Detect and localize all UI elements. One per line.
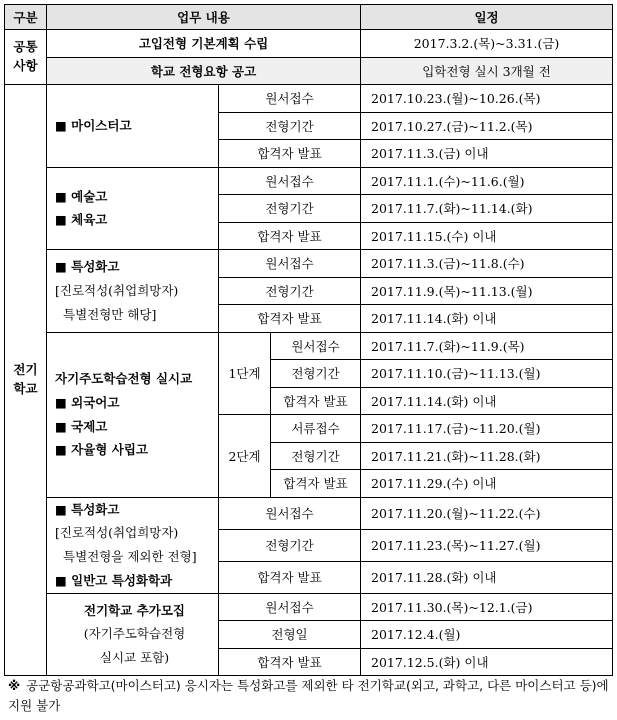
- task-vocational-special: [47, 250, 219, 333]
- header-content: 업무 내용: [47, 5, 361, 30]
- step-date: 2017.12.5.(화) 이내: [361, 648, 613, 676]
- step-name: 전형기간: [219, 529, 361, 561]
- header-category: 구분: [5, 5, 47, 30]
- schedule-table: [4, 4, 613, 676]
- step-name: 원서접수: [219, 593, 361, 621]
- step-date: 2017.11.14.(화) 이내: [361, 305, 613, 333]
- step-name: 합격자 발표: [219, 648, 361, 676]
- task-line: 특별전형을 제외한 전형]: [63, 549, 197, 564]
- step-name: 원서접수: [219, 167, 361, 195]
- common-content: 고입전형 기본계획 수립: [47, 30, 361, 58]
- task-line: ■ 예술고: [55, 188, 108, 204]
- task-line: ■ 일반고 특성화학과: [55, 572, 173, 588]
- step-name: 서류접수: [271, 415, 361, 443]
- step-name: 전형일: [219, 621, 361, 649]
- step-name: 합격자 발표: [219, 561, 361, 593]
- footnote-mark: ※: [8, 678, 21, 693]
- task-line: ■ 국제고: [55, 418, 108, 434]
- category-early-line2: 학교: [13, 381, 38, 396]
- task-line: (자기주도학습전형: [83, 626, 186, 642]
- step-name: 원서접수: [271, 332, 361, 360]
- task-vocational-general: [47, 497, 219, 593]
- category-common: [5, 30, 47, 85]
- step-name: 전형기간: [219, 277, 361, 305]
- step-name: 원서접수: [219, 85, 361, 113]
- step-name: 합격자 발표: [219, 222, 361, 250]
- table-row: [5, 497, 613, 529]
- step-date: 2017.11.1.(수)~11.6.(월): [361, 167, 613, 195]
- step-date: 2017.11.23.(목)~11.27.(월): [361, 529, 613, 561]
- common-content: 학교 전형요항 공고: [47, 57, 361, 85]
- step-name: 전형기간: [219, 112, 361, 140]
- task-line: ■ 특성화고: [55, 501, 120, 517]
- footnote-text: 공군항공과학고(마이스터고) 응시자는 특성화고를 제외한 타 전기학교(외고, 과학고, 다른 마이스터고 등)에 지원 불가: [8, 678, 609, 713]
- category-common-line2: 사항: [13, 58, 38, 73]
- step-name: 합격자 발표: [271, 387, 361, 415]
- step-date: 2017.11.3.(금) 이내: [361, 140, 613, 168]
- category-early-line1: 전기: [13, 362, 38, 378]
- task-line: 전기학교 추가모집: [84, 602, 185, 618]
- common-schedule: 2017.3.2.(목)~3.31.(금): [361, 30, 613, 58]
- task-line: ■ 체육고: [55, 212, 108, 228]
- task-line: [진로적성(취업희망자): [55, 282, 179, 298]
- table-row: [5, 30, 613, 58]
- task-line: ■ 특성화고: [55, 259, 120, 275]
- step-date: 2017.11.17.(금)~11.20.(월): [361, 415, 613, 443]
- common-schedule: 입학전형 실시 3개월 전: [361, 57, 613, 85]
- step-date: 2017.11.21.(화)~11.28.(화): [361, 442, 613, 470]
- step-date: 2017.10.27.(금)~11.2.(목): [361, 112, 613, 140]
- step-name: 전형기간: [219, 195, 361, 223]
- footnote: [8, 676, 612, 716]
- step-date: 2017.11.10.(금)~11.13.(월): [361, 360, 613, 388]
- task-line: 자기주도학습전형 실시교: [55, 371, 193, 386]
- table-row: [5, 332, 613, 360]
- task-line: ■ 외국어고: [55, 394, 120, 410]
- step-date: 2017.11.9.(목)~11.13.(월): [361, 277, 613, 305]
- step-name: 합격자 발표: [219, 140, 361, 168]
- stage-label: 2단계: [219, 415, 271, 498]
- step-date: 2017.11.20.(월)~11.22.(수): [361, 497, 613, 529]
- step-date: 2017.11.3.(금)~11.8.(수): [361, 250, 613, 278]
- header-row: [5, 5, 613, 30]
- table-row: [5, 57, 613, 85]
- table-row: [5, 167, 613, 195]
- table-row: [5, 593, 613, 621]
- task-additional-recruit: [47, 593, 219, 676]
- task-line: ■ 마이스터고: [55, 117, 132, 133]
- step-date: 2017.11.29.(수) 이내: [361, 470, 613, 498]
- stage-label: 1단계: [219, 332, 271, 415]
- header-schedule: 일정: [361, 5, 613, 30]
- category-early: [5, 85, 47, 676]
- category-common-line1: 공통: [13, 39, 38, 55]
- step-date: 2017.11.15.(수) 이내: [361, 222, 613, 250]
- step-name: 원서접수: [219, 250, 361, 278]
- step-name: 원서접수: [219, 497, 361, 529]
- schedule-table-wrapper: [4, 4, 612, 676]
- step-date: 2017.10.23.(월)~10.26.(목): [361, 85, 613, 113]
- step-date: 2017.12.4.(월): [361, 621, 613, 649]
- step-name: 합격자 발표: [219, 305, 361, 333]
- step-date: 2017.11.7.(화)~11.9.(목): [361, 332, 613, 360]
- task-line: ■ 자율형 사립고: [55, 442, 148, 458]
- table-row: [5, 250, 613, 278]
- task-meister: [47, 85, 219, 168]
- task-line: 실시교 포함): [99, 650, 170, 666]
- step-name: 전형기간: [271, 360, 361, 388]
- step-date: 2017.11.14.(화) 이내: [361, 387, 613, 415]
- task-line: [진로적성(취업희망자): [55, 525, 179, 541]
- task-arts-sports: [47, 167, 219, 250]
- step-date: 2017.11.30.(목)~12.1.(금): [361, 593, 613, 621]
- step-date: 2017.11.28.(화) 이내: [361, 561, 613, 593]
- task-self-directed: [47, 332, 219, 497]
- table-row: [5, 85, 613, 113]
- step-name: 합격자 발표: [271, 470, 361, 498]
- step-name: 전형기간: [271, 442, 361, 470]
- step-date: 2017.11.7.(화)~11.14.(화): [361, 195, 613, 223]
- task-line: 특별전형만 해당]: [63, 306, 157, 322]
